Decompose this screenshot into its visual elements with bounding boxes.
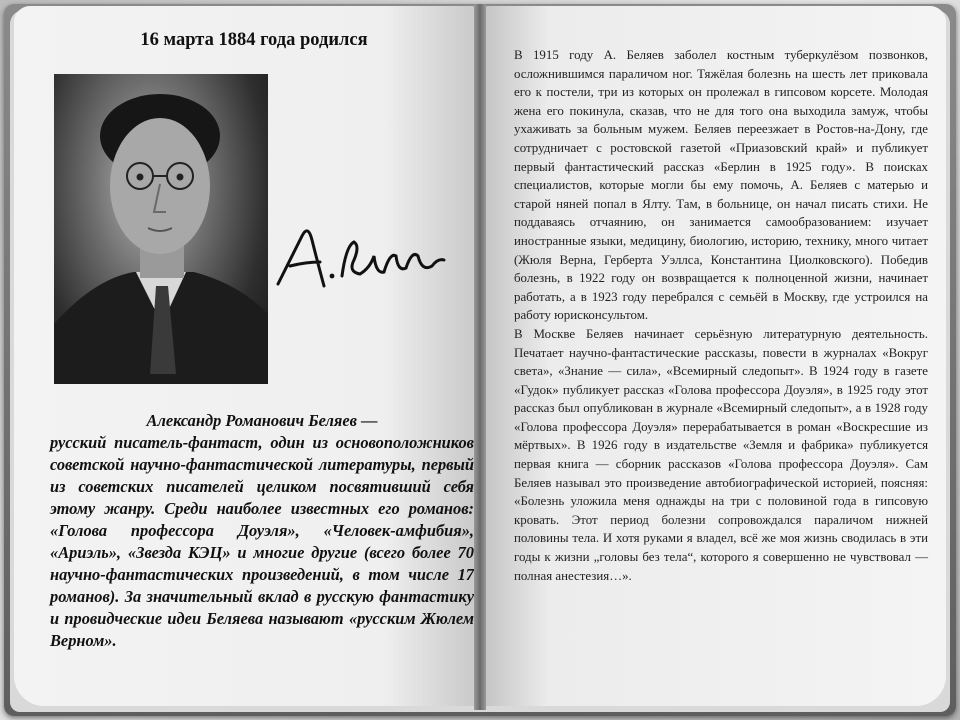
open-book	[4, 4, 956, 716]
biography-block	[50, 410, 474, 652]
author-name: Александр Романович Беляев —	[146, 411, 378, 430]
book-spine	[474, 4, 486, 710]
portrait-drawing	[54, 74, 268, 384]
paragraph-moscow: В Москве Беляев начинает серьёзную литературную деятельность. Печатает научно-фантастические рассказы, повести в журналах «Вокруг света», «Знание — сила», «Всемирный следопыт». В 1924 году в газете «Гудок» публикует рассказ «Голова профессора Доуэля», в 1925 году этот рассказ был опубликован в журнале «Всемирный следопыт», а в 1928 году «Голова профессора Доуэля» перерабатывается в роман «Воскресшие из мёртвых». В 1926 году в издательстве «Земля и фабрика» публикуется первая книга — сборник рассказов «Голова профессора Доуэля». Сам Беляев называл это произведение автобиографической историей, поясняя: «Болезнь уложила меня однажды на три с половиной года в гипсовую кровать. Этот период болезни сопровождался параличом нижней половины тела. И хотя руками я владел, всё же моя жизнь сводилась в эти годы к жизни „головы без тела“, которого я совершенно не чувствовал — полная анестезия…».	[514, 326, 928, 583]
signature-image	[272, 216, 452, 306]
left-page	[14, 6, 476, 706]
biography-text: русский писатель-фантаст, один из основоположников советской научно-фантастической литературы, первый из советских писателей целиком посвятивший себя этому жанру. Среди наиболее известных его романов: «Голова профессора Доуэля», «Человек-амфибия», «Ариэль», «Звезда КЭЦ» и многие другие (всего более 70 научно-фантастических произведений, в том числе 17 романов). За значительный вклад в русскую фантастику и провидческие идеи Беляева называют «русским Жюлем Верном».	[50, 433, 474, 650]
right-page	[484, 6, 946, 706]
page-title: 16 марта 1884 года родился	[140, 30, 368, 50]
right-page-text	[514, 46, 928, 585]
paragraph-illness: В 1915 году А. Беляев заболел костным туберкулёзом позвонков, осложнившимся параличом ног. Тяжёлая болезнь на шесть лет приковала его к постели, три из которых он пролежал в гипсовом корсете. Молодая жена его покинула, сказав, что не для того она выходила замуж, чтобы ухаживать за больным мужем. Беляев переезжает в Ростов-на-Дону, где сотрудничает с ростовской газетой «Приазовский край» и публикует первый фантастический рассказ «Берлин в 1925 году». В поисках специалистов, которые могли бы ему помочь, А. Беляев с матерью и старой няней попал в Ялту. Там, в больнице, он начал писать стихи. Не поддаваясь отчаянию, он занимается самообразованием: изучает иностранные языки, медицину, биологию, историю, технику, много читает (Жюля Верна, Герберта Уэллса, Константина Циолковского). Победив болезнь, в 1922 году он возвращается к полноценной жизни, начинает работать, а в 1923 году перебрался с семьёй в Москву, где устроился на работу юрисконсультом.	[514, 48, 928, 323]
portrait-photo	[54, 74, 268, 384]
